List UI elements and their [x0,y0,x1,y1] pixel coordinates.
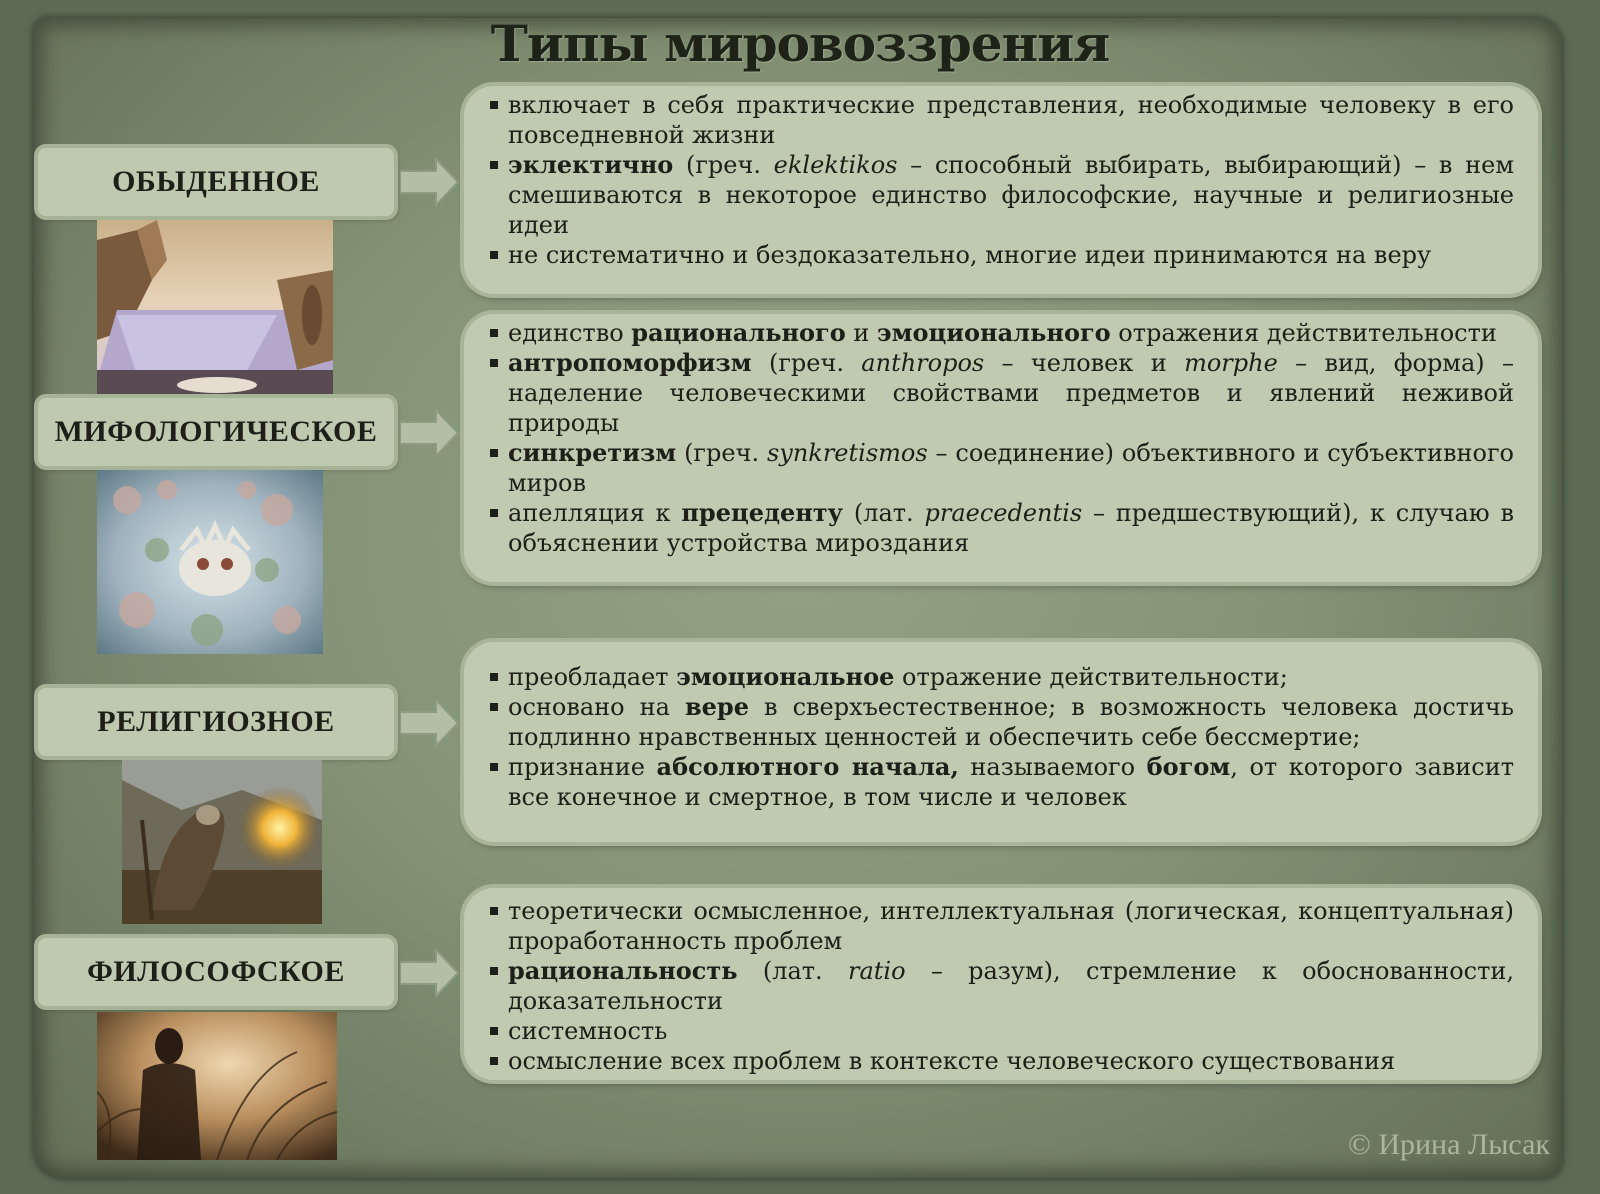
copyright-text: © Ирина Лысак [1348,1128,1550,1161]
bullet-point [490,692,1514,752]
bold-term: эмоционального [877,318,1111,347]
bold-term: синкретизм [508,438,677,467]
point-text: (греч. [673,151,774,179]
bullet-point [490,662,1514,692]
bold-term: прецеденту [681,498,844,527]
type-label-mythological: МИФОЛОГИЧЕСКОЕ [38,398,394,466]
point-list [490,318,1514,558]
point-text: отражение действительности; [894,663,1288,691]
surreal-landscape-image [97,220,333,396]
bold-term: абсолютного начала, [656,752,959,781]
point-text: в сверхъестественное; в возможность человека достичь подлинно нравственных ценностей и обеспечить себе бессмертие; [508,693,1514,751]
point-text: – разум), стремление к обоснованности, доказательности [508,957,1514,1015]
bullet-point [490,90,1514,150]
point-text: осмысление всех проблем в контексте человеческого существования [508,1047,1396,1075]
bullet-point [490,1016,1514,1046]
point-text: – вид, форма) – наделение человеческими свойствами предметов и явлений неживой природы [508,349,1514,437]
bold-term: эмоциональное [676,662,895,691]
point-text: (лат. [737,957,848,985]
point-text: называемого [958,753,1147,781]
bullet-point [490,318,1514,348]
point-text: апелляция к [508,499,682,527]
page-title: Типы мировоззрения [490,14,1110,73]
point-text: системность [508,1017,668,1045]
italic-term: ratio [847,957,906,985]
bold-term: рационального [631,318,846,347]
bullet-point [490,150,1514,240]
point-list [490,662,1514,812]
point-text: теоретически осмысленное, интеллектуальная (логическая, концептуальная) проработанность проблем [508,897,1514,955]
italic-term: anthropos [861,349,985,377]
point-text: отражения действительности [1110,319,1497,347]
arrow-right-icon [400,157,460,207]
type-label-ordinary: ОБЫДЕННОЕ [38,148,394,216]
type-label-religious: РЕЛИГИОЗНОЕ [38,688,394,756]
point-text: (греч. [676,439,767,467]
bold-term: вере [684,692,749,721]
italic-term: morphe [1184,349,1278,377]
arrow-right-icon [400,408,460,458]
bold-term: эклектично [508,150,674,179]
point-text: не систематично и бездоказательно, многие идеи принимаются на веру [508,241,1432,269]
point-text: – человек и [984,349,1185,377]
description-box-philosophical [464,888,1538,1080]
italic-term: synkretismos [766,439,928,467]
italic-term: eklektikos [773,151,898,179]
point-text: преобладает [508,663,677,691]
italic-term: praecedentis [924,499,1083,527]
point-list [490,896,1514,1076]
point-text: (греч. [751,349,862,377]
bullet-point [490,956,1514,1016]
point-text: – предшествующий), к случаю в объяснении устройства мироздания [508,499,1514,557]
description-box-mythological [464,314,1538,582]
bullet-point [490,1046,1514,1076]
description-box-ordinary [464,86,1538,294]
point-text: – соединение) объективного и субъективного миров [508,439,1514,497]
burning-bush-image [122,760,322,924]
bullet-point [490,896,1514,956]
description-box-religious [464,642,1538,842]
point-text: основано на [508,693,685,721]
arrow-right-icon [400,698,460,748]
bold-term: рациональность [508,956,738,985]
bullet-point [490,752,1514,812]
bold-term: антропоморфизм [508,348,752,377]
point-text: – способный выбирать, выбирающий) – в нем смешиваются в некоторое единство философские, научные и религиозные идеи [508,151,1514,239]
point-text: единство [508,319,632,347]
point-text: , от которого зависит все конечное и смертное, в том числе и человек [508,753,1515,811]
bold-term: богом [1146,752,1231,781]
mythical-creature-image [97,470,323,654]
bullet-point [490,348,1514,438]
point-text: включает в себя практические представления, необходимые человеку в его повседневной жизни [508,91,1514,149]
bullet-point [490,240,1514,270]
point-text: (лат. [843,499,925,527]
bullet-point [490,438,1514,498]
point-list [490,90,1514,270]
point-text: и [845,319,878,347]
arrow-right-icon [400,948,460,998]
point-text: признание [508,753,657,781]
type-label-philosophical: ФИЛОСОФСКОЕ [38,938,394,1006]
silhouette-in-field-image [97,1012,337,1160]
bullet-point [490,498,1514,558]
